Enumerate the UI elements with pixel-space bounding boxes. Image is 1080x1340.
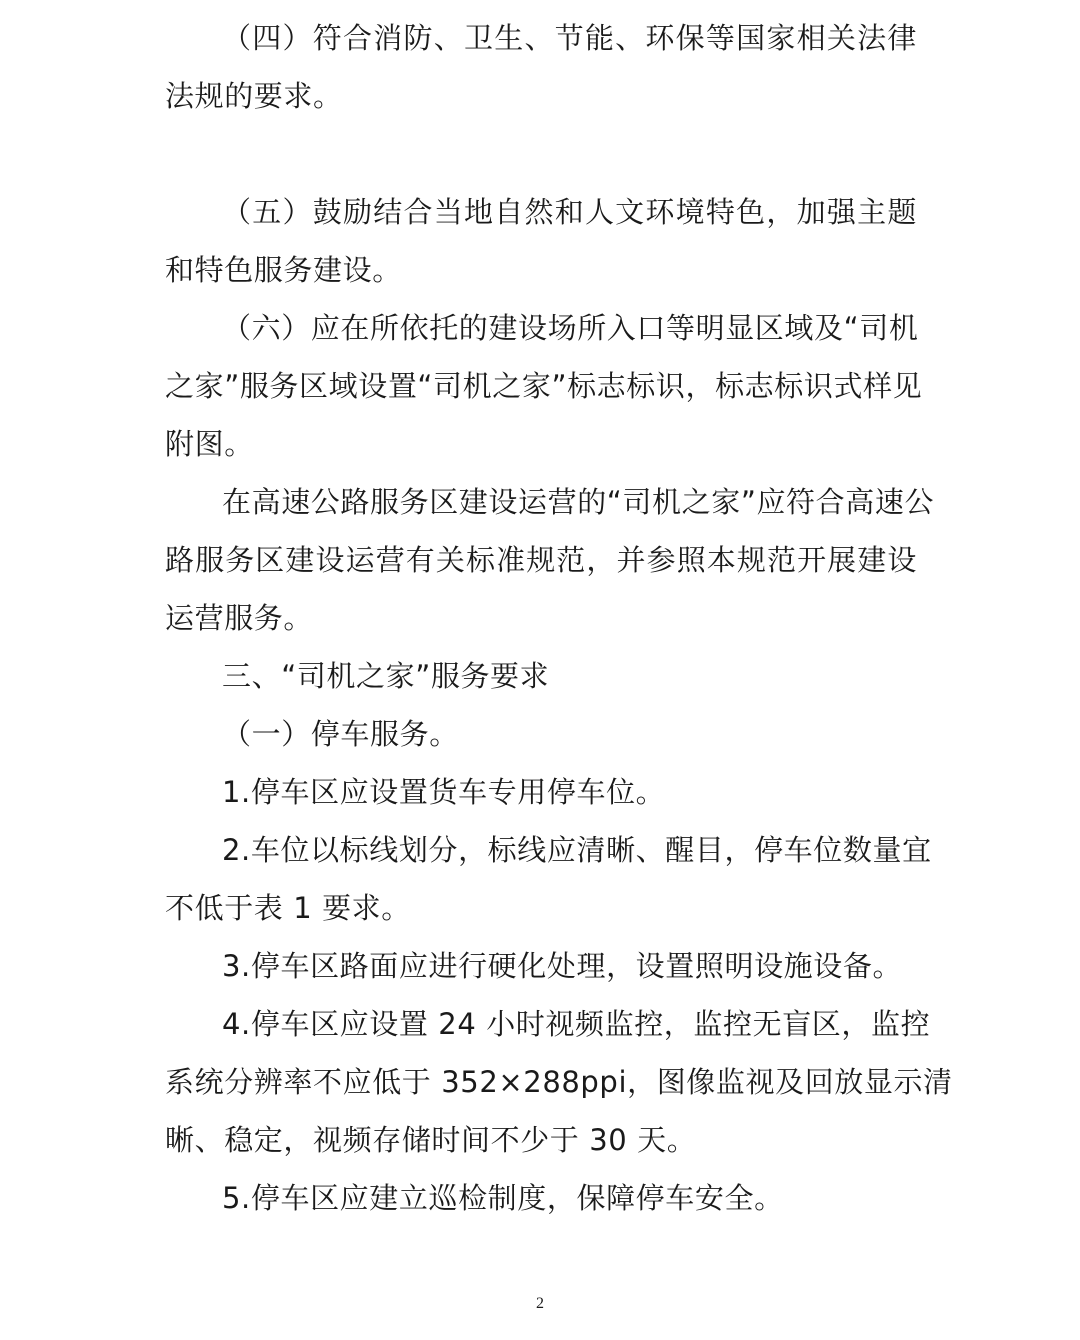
- highway-paragraph-line-1: 在高速公路服务区建设运营的“司机之家”应符合高速公: [222, 485, 935, 519]
- rule-2-line-2: 不低于表 1 要求。: [165, 891, 411, 925]
- highway-paragraph-line-3: 运营服务。: [165, 601, 314, 635]
- rule-2-line-1: 2.车位以标线划分，标线应清晰、醒目，停车位数量宜: [222, 833, 932, 867]
- section-heading: 三、“司机之家”服务要求: [222, 659, 550, 693]
- page-number: 2: [536, 1295, 544, 1312]
- item-5-line-2: 和特色服务建设。: [165, 253, 402, 287]
- item-4-line-2: 法规的要求。: [165, 79, 343, 113]
- rule-4-line-3: 晰、稳定，视频存储时间不少于 30 天。: [165, 1123, 697, 1157]
- rule-3: 3.停车区路面应进行硬化处理，设置照明设施设备。: [222, 949, 903, 983]
- item-4-line-1: （四）符合消防、卫生、节能、环保等国家相关法律: [222, 21, 917, 55]
- rule-1: 1.停车区应设置货车专用停车位。: [222, 775, 666, 809]
- rule-5: 5.停车区应建立巡检制度，保障停车安全。: [222, 1181, 784, 1215]
- item-5-line-1: （五）鼓励结合当地自然和人文环境特色，加强主题: [222, 195, 917, 229]
- item-6-line-3: 附图。: [165, 427, 254, 461]
- rule-4-line-1: 4.停车区应设置 24 小时视频监控，监控无盲区，监控: [222, 1007, 931, 1041]
- rule-4-line-2: 系统分辨率不应低于 352×288ppi，图像监视及回放显示清: [165, 1065, 953, 1099]
- item-6-line-1: （六）应在所依托的建设场所入口等明显区域及“司机: [222, 311, 919, 345]
- subsection-heading: （一）停车服务。: [222, 717, 459, 751]
- item-6-line-2: 之家”服务区域设置“司机之家”标志标识，标志标识式样见: [165, 369, 923, 403]
- highway-paragraph-line-2: 路服务区建设运营有关标准规范，并参照本规范开展建设: [165, 543, 917, 577]
